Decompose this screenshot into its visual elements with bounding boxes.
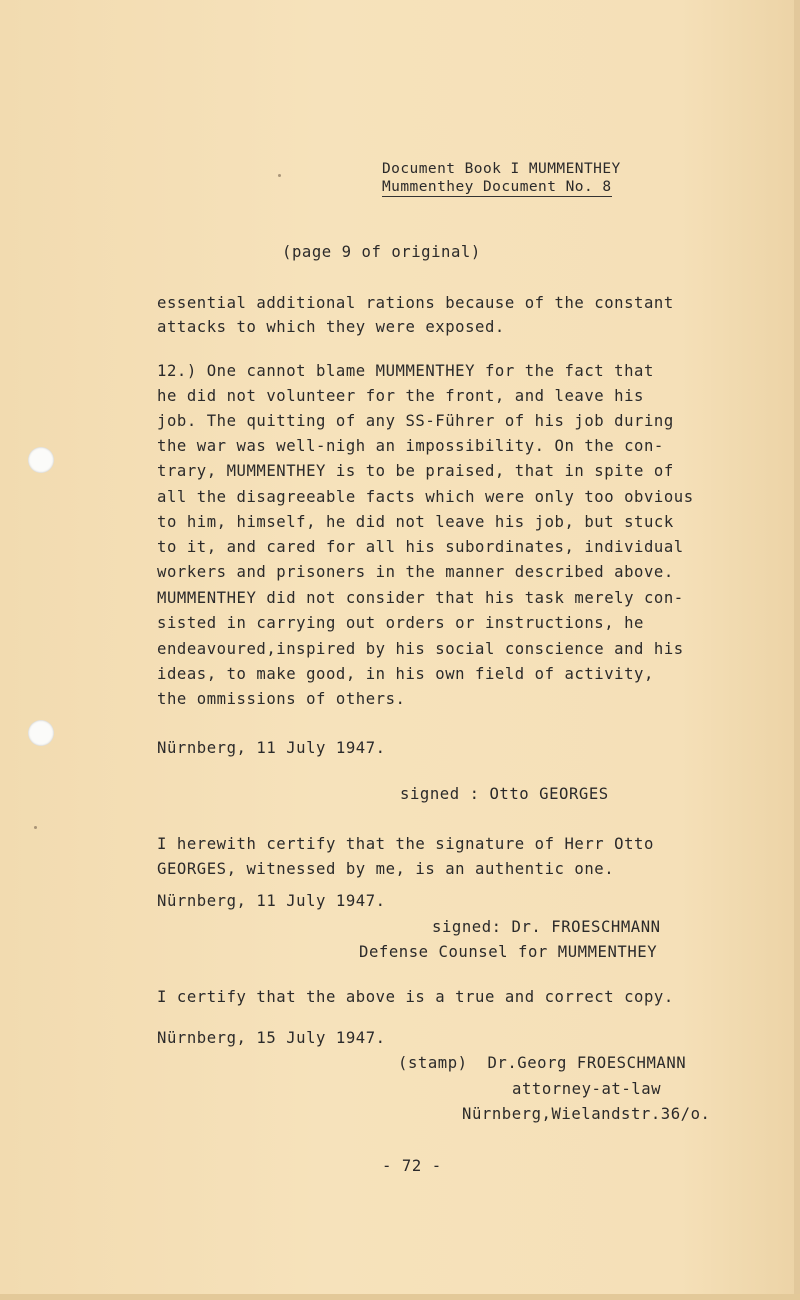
page-note: (page 9 of original) xyxy=(282,243,481,261)
certification-place-date: Nürnberg, 11 July 1947. xyxy=(157,892,386,910)
document-number-text: Mummenthey Document No. 8 xyxy=(382,179,612,195)
paragraph-12-line: the ommissions of others. xyxy=(157,690,406,708)
paragraph-12-line: ideas, to make good, in his own field of activity, xyxy=(157,665,654,683)
certification-line: GEORGES, witnessed by me, is an authentic one. xyxy=(157,860,615,878)
paper-fleck xyxy=(34,826,37,829)
affidavit-place-date: Nürnberg, 11 July 1947. xyxy=(157,739,386,757)
paragraph-12-line: to it, and cared for all his subordinates, individual xyxy=(157,538,684,556)
copy-place-date: Nürnberg, 15 July 1947. xyxy=(157,1029,386,1047)
stamp-address: Nürnberg,Wielandstr.36/o. xyxy=(462,1105,711,1123)
document-book-title: Document Book I MUMMENTHEY xyxy=(382,161,621,177)
punch-hole-bottom xyxy=(28,720,54,746)
counsel-title: Defense Counsel for MUMMENTHEY xyxy=(359,943,658,961)
paragraph-12-line: trary, MUMMENTHEY is to be praised, that in spite of xyxy=(157,462,674,480)
certification-line: I herewith certify that the signature of Herr Otto xyxy=(157,835,654,853)
page-edge-right xyxy=(794,0,800,1300)
punch-hole-top xyxy=(28,447,54,473)
page-number: - 72 - xyxy=(382,1157,442,1175)
paragraph-12-line: sisted in carrying out orders or instructions, he xyxy=(157,614,644,632)
affidavit-signature: signed : Otto GEORGES xyxy=(400,785,609,803)
paragraph-12-line: the war was well-nigh an impossibility. On the con- xyxy=(157,437,664,455)
body-line: attacks to which they were exposed. xyxy=(157,318,505,336)
page-edge-bottom xyxy=(0,1294,800,1300)
paragraph-12-line: to him, himself, he did not leave his job, but stuck xyxy=(157,513,674,531)
copy-certification: I certify that the above is a true and correct copy. xyxy=(157,988,674,1006)
document-number xyxy=(382,178,612,196)
paragraph-12-line: MUMMENTHEY did not consider that his task merely con- xyxy=(157,589,684,607)
stamp-line: (stamp) Dr.Georg FROESCHMANN xyxy=(398,1054,687,1072)
paragraph-12-line: endeavoured,inspired by his social conscience and his xyxy=(157,640,684,658)
stamp-title: attorney-at-law xyxy=(512,1080,662,1098)
paragraph-12-line: all the disagreeable facts which were only too obvious xyxy=(157,488,694,506)
counsel-signature: signed: Dr. FROESCHMANN xyxy=(432,918,661,936)
body-line: essential additional rations because of the constant xyxy=(157,294,674,312)
paragraph-12-line: 12.) One cannot blame MUMMENTHEY for the fact that xyxy=(157,362,654,380)
paragraph-12-line: he did not volunteer for the front, and leave his xyxy=(157,387,644,405)
paragraph-12-line: job. The quitting of any SS-Führer of his job during xyxy=(157,412,674,430)
paper-fleck xyxy=(278,174,281,177)
paragraph-12-line: workers and prisoners in the manner described above. xyxy=(157,563,674,581)
